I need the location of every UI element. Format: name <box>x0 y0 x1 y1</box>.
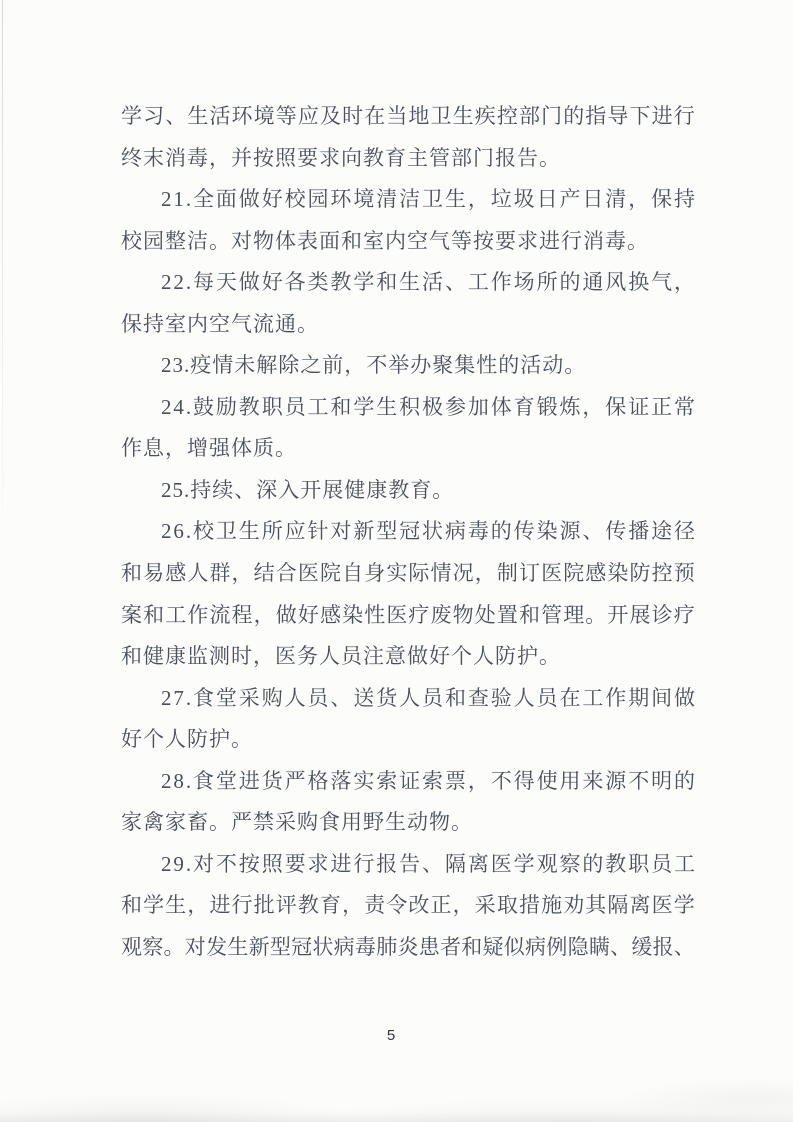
page-number: 5 <box>386 1027 396 1044</box>
text-line: 案 和 工 作 流 程 ， 做 好 感 染 性 医 疗 废 物 处 置 和 管 理 。 开 展 诊 疗 <box>121 602 695 627</box>
text-line: 作息，增强体质。 <box>121 436 297 461</box>
text-line: 保持室内空气流通。 <box>121 311 319 336</box>
text-line: 好个人防护。 <box>121 727 253 752</box>
text-line: 2 6 . 校 卫 生 所 应 针 对 新 型 冠 状 病 毒 的 传 染 源 、 传 播 途 径 <box>161 519 695 544</box>
page-footer <box>121 1026 661 1046</box>
text-line: 校园整洁。对物体表面和室内空气等按要求进行消毒。 <box>121 228 649 253</box>
text-line: 2 9 . 对 不 按 照 要 求 进 行 报 告 、 隔 离 医 学 观 察 的 教 职 员 工 <box>161 851 695 876</box>
text-line: 25.持续、深入开展健康教育。 <box>161 477 455 502</box>
text-line: 家禽家畜。严禁采购食用野生动物。 <box>121 810 473 835</box>
text-line: 和健康监测时，医务人员注意做好个人防护。 <box>121 644 561 669</box>
text-line: 2 4 . 鼓 励 教 职 员 工 和 学 生 积 极 参 加 体 育 锻 炼 ， 保 证 正 常 <box>161 394 695 419</box>
text-line: 终末消毒，并按照要求向教育主管部门报告。 <box>121 145 561 170</box>
text-line: 2 8 . 食 堂 进 货 严 格 落 实 索 证 索 票 ， 不 得 使 用 来 源 不 明 的 <box>161 768 695 793</box>
text-line: 2 7 . 食 堂 采 购 人 员 、 送 货 人 员 和 查 验 人 员 在 工 作 期 间 做 <box>161 685 695 710</box>
text-line: 2 1 . 全 面 做 好 校 园 环 境 清 洁 卫 生 ， 垃 圾 日 产 日 清 ， 保 持 <box>161 187 695 212</box>
document-lines <box>121 96 695 968</box>
text-line: 学 习 、 生 活 环 境 等 应 及 时 在 当 地 卫 生 疾 控 部 门 的 指 导 下 进 行 <box>121 104 695 128</box>
text-line: 观 察 。 对 发 生 新 型 冠 状 病 毒 肺 炎 患 者 和 疑 似 病 例 隐 瞒 、 缓 报 、 <box>121 934 695 959</box>
text-line: 23.疫情未解除之前，不举办聚集性的活动。 <box>161 353 587 378</box>
text-line: 和 易 感 人 群 ， 结 合 医 院 自 身 实 际 情 况 ， 制 订 医 院 感 染 防 控 预 <box>121 561 695 586</box>
text-line: 和 学 生 ， 进 行 批 评 教 育 ， 责 令 改 正 ， 采 取 措 施 劝 其 隔 离 医 学 <box>121 893 695 918</box>
text-line: 2 2 . 每 天 做 好 各 类 教 学 和 生 活 、 工 作 场 所 的 通 风 换 气 ， <box>161 270 695 295</box>
